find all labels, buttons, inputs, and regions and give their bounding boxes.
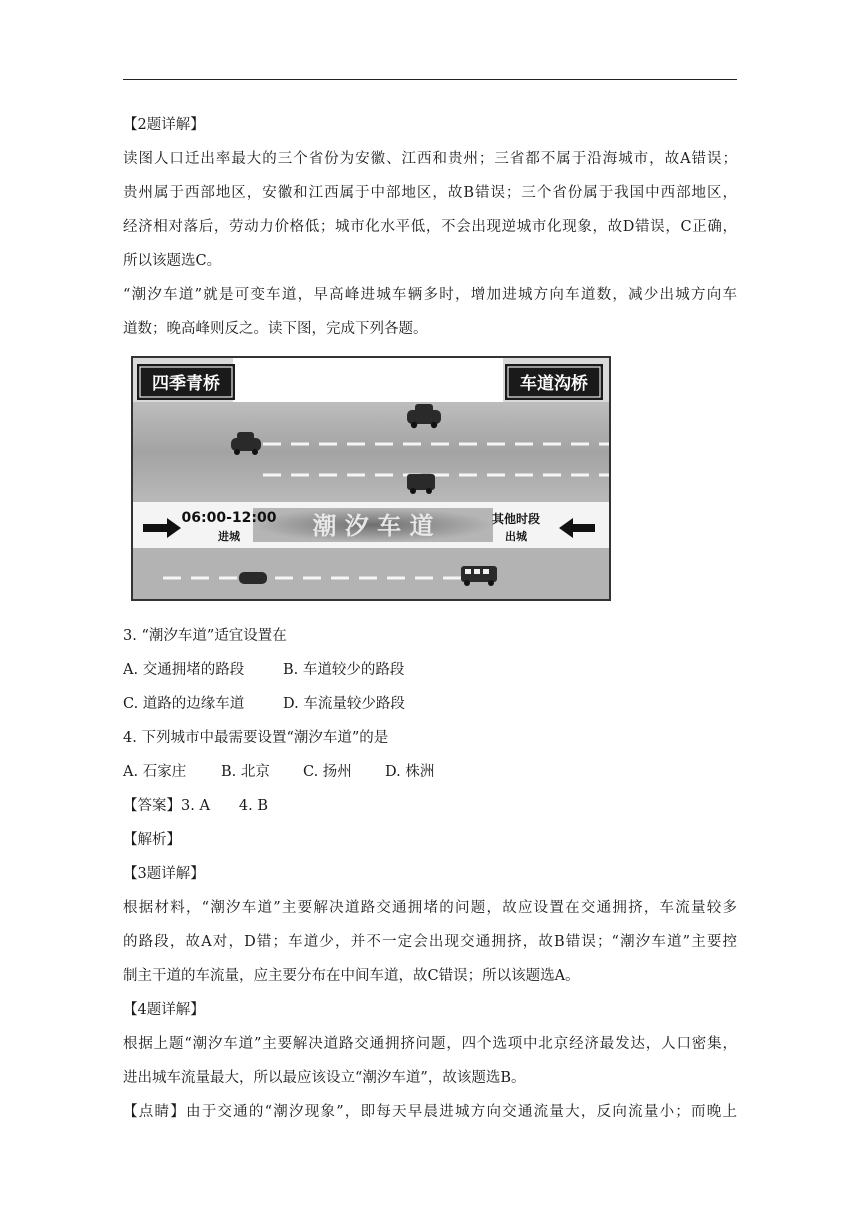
q2-detail-line-1: 读图人口迁出率最大的三个省份为安徽、江西和贵州；三省都不属于沿海城市，故A错误； bbox=[123, 151, 737, 167]
sign-right-text: 车道沟桥 bbox=[520, 374, 588, 394]
q4-stem: 4. 下列城市中最需要设置“潮汐车道”的是 bbox=[123, 730, 389, 746]
q4-detail-line-2: 进出城车流量最大，所以最应该设立“潮汐车道”，故该题选B。 bbox=[123, 1070, 526, 1086]
tidal-lane-center-text: 潮 汐 车 道 bbox=[312, 511, 434, 540]
document-body bbox=[123, 108, 737, 1129]
q3-option-b: B. 车道较少的路段 bbox=[283, 662, 405, 678]
answer-label: 【答案】 bbox=[123, 798, 181, 814]
q2-detail-line-3: 经济相对落后，劳动力价格低；城市化水平低，不会出现逆城市化现象，故D错误，C正确， bbox=[123, 219, 737, 235]
q2-detail-line-4: 所以该题选C。 bbox=[123, 253, 222, 269]
q2-detail-line-2: 贵州属于西部地区，安徽和江西属于中部地区，故B错误；三个省份属于我国中西部地区， bbox=[123, 185, 737, 201]
q3-detail-line-1: 根据材料，“潮汐车道”主要解决道路交通拥堵的问题，故应设置在交通拥挤，车流量较多 bbox=[123, 900, 737, 916]
header-rule bbox=[123, 79, 737, 80]
q4-options-row bbox=[123, 755, 737, 789]
direction-right-text: 出城 bbox=[505, 530, 527, 543]
q4-option-b: B. 北京 bbox=[221, 764, 270, 780]
q3-option-a: A. 交通拥堵的路段 bbox=[123, 662, 245, 678]
q4-option-c: C. 扬州 bbox=[303, 764, 352, 780]
q2-detail-title: 【2题详解】 bbox=[123, 117, 205, 133]
analysis-title: 【解析】 bbox=[123, 832, 181, 848]
q3-detail-line-2: 的路段，故A对，D错；车道少，并不一定会出现交通拥挤，故B错误；“潮汐车道”主要控 bbox=[123, 934, 737, 950]
tip-label: 【点睛】 bbox=[123, 1104, 186, 1120]
q4-option-d: D. 株洲 bbox=[385, 764, 435, 780]
direction-left-text: 进城 bbox=[218, 530, 240, 543]
q3-options-row-2 bbox=[123, 687, 737, 721]
q3-stem: 3. “潮汐车道”适宜设置在 bbox=[123, 628, 287, 644]
tip-text: 由于交通的“潮汐现象”，即每天早晨进城方向交通流量大，反向流量小；而晚上 bbox=[185, 1104, 737, 1120]
q3-options-row-1 bbox=[123, 653, 737, 687]
intro-line-1: “潮汐车道”就是可变车道，早高峰进城车辆多时，增加进城方向车道数，减少出城方向车 bbox=[123, 287, 737, 303]
tidal-lane-figure bbox=[131, 356, 611, 601]
time-left-text: 06:00-12:00 bbox=[181, 510, 277, 526]
answer-line bbox=[123, 789, 737, 823]
q4-detail-line-1: 根据上题“潮汐车道”主要解决道路交通拥挤问题，四个选项中北京经济最发达，人口密集， bbox=[123, 1036, 737, 1052]
q3-detail-line-3: 制主干道的车流量，应主要分布在中间车道，故C错误；所以该题选A。 bbox=[123, 968, 580, 984]
time-right-text: 其他时段 bbox=[491, 512, 541, 526]
answer-text: 3. A 4. B bbox=[181, 798, 269, 814]
q3-option-c: C. 道路的边缘车道 bbox=[123, 696, 245, 712]
intro-line-2: 道数；晚高峰则反之。读下图，完成下列各题。 bbox=[123, 321, 428, 337]
q3-option-d: D. 车流量较少路段 bbox=[283, 696, 405, 712]
q4-option-a: A. 石家庄 bbox=[123, 764, 187, 780]
q3-detail-title: 【3题详解】 bbox=[123, 866, 205, 882]
sign-left-text: 四季青桥 bbox=[152, 374, 220, 394]
tip-line bbox=[123, 1095, 737, 1129]
q4-detail-title: 【4题详解】 bbox=[123, 1002, 205, 1018]
